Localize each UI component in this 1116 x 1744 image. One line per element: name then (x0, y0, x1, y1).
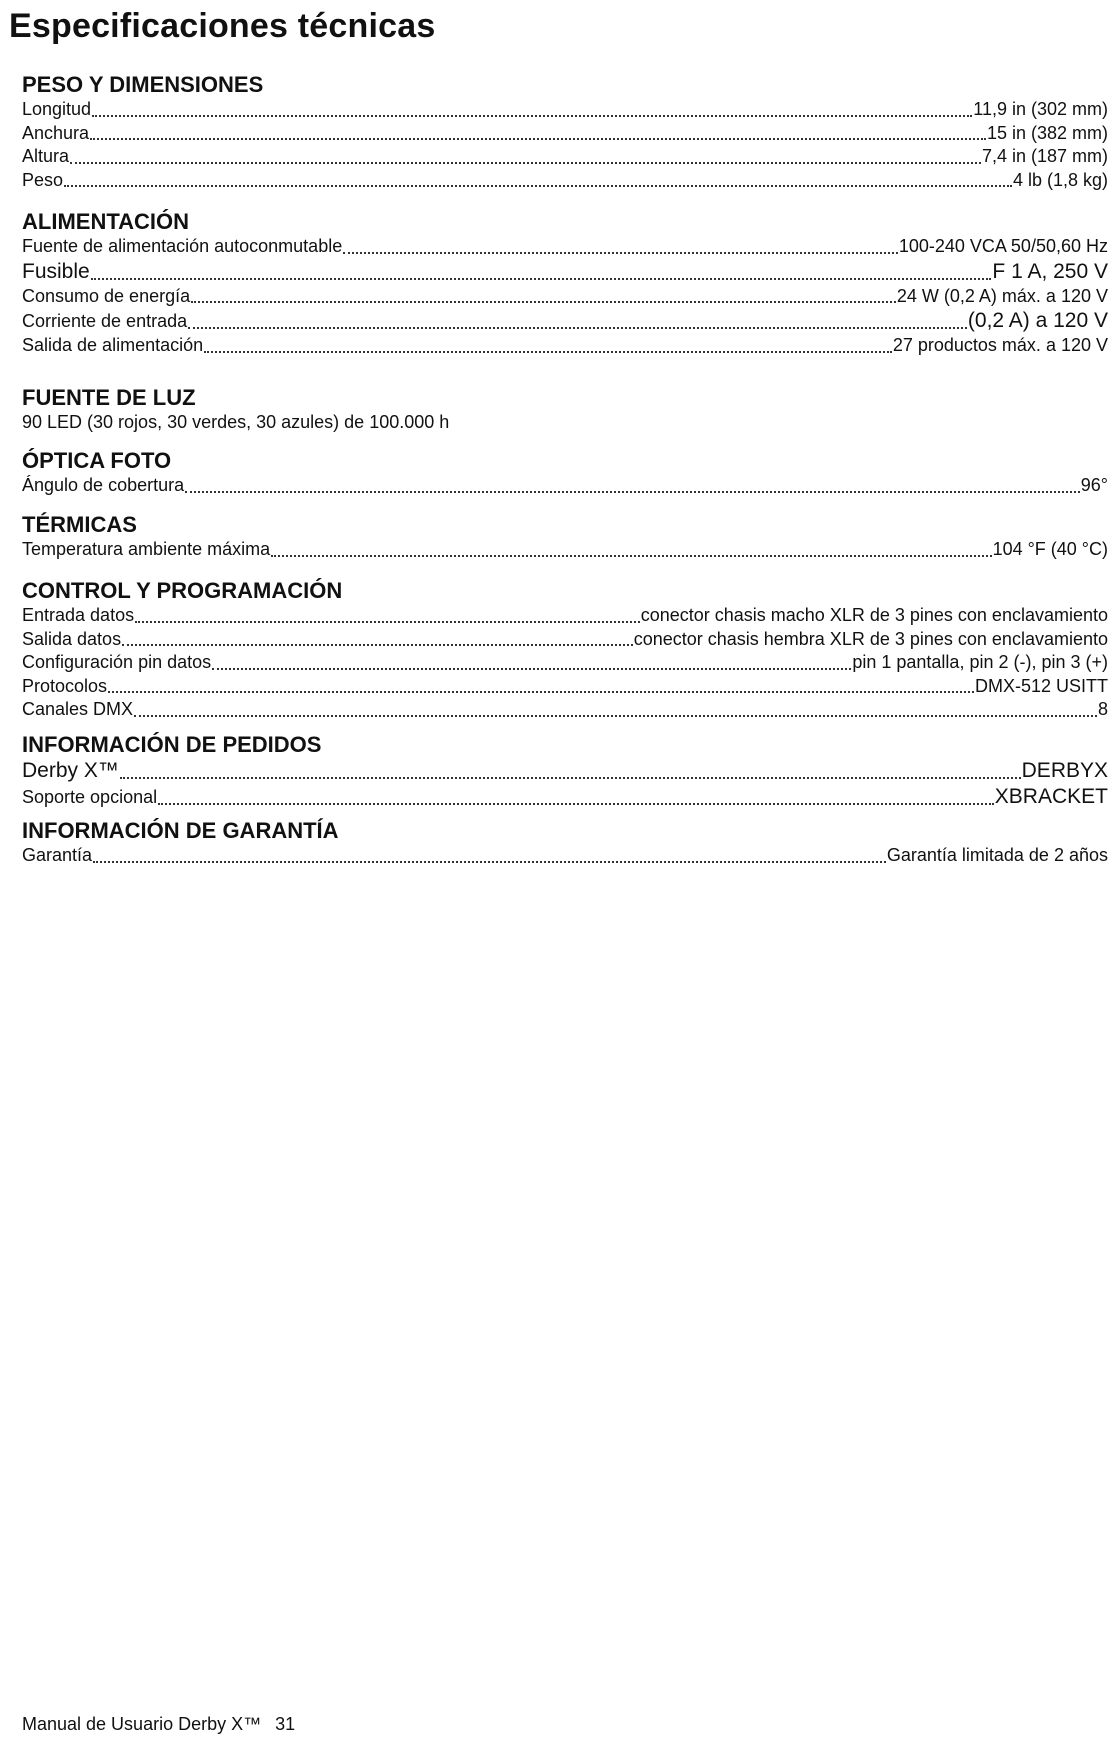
dot-leader (135, 604, 640, 628)
dot-leader (122, 628, 633, 652)
dot-leader (108, 675, 974, 699)
section-heading: INFORMACIÓN DE GARANTÍA (22, 818, 339, 843)
dot-leader (212, 651, 851, 675)
spec-row-dmx-channels (22, 698, 1108, 722)
section-thermal (22, 512, 1108, 562)
spec-value: 27 productos máx. a 120 V (892, 335, 1108, 355)
spec-value: DMX-512 USITT (974, 675, 1108, 696)
spec-label: Soporte opcional (22, 787, 158, 807)
spec-label: Longitud (22, 99, 92, 119)
section-ordering-info (22, 732, 1108, 810)
section-heading: FUENTE DE LUZ (22, 385, 196, 410)
spec-label: Salida datos (22, 628, 122, 649)
spec-label: Protocolos (22, 675, 108, 696)
spec-label: Canales DMX (22, 699, 134, 719)
section-heading: PESO Y DIMENSIONES (22, 72, 264, 97)
spec-label: Altura (22, 146, 70, 166)
dot-leader (185, 474, 1080, 498)
spec-row-weight (22, 169, 1108, 193)
spec-value: 104 °F (40 °C) (992, 539, 1108, 559)
spec-label: Garantía (22, 845, 93, 865)
dot-leader (92, 98, 972, 122)
dot-leader (191, 285, 896, 309)
spec-row-data-input (22, 604, 1108, 628)
dot-leader (271, 538, 991, 562)
spec-label: Corriente de entrada (22, 311, 188, 331)
spec-value: 15 in (382 mm) (986, 122, 1108, 143)
spec-value: conector chasis hembra XLR de 3 pines con enclavamiento (633, 628, 1108, 649)
dot-leader (91, 259, 992, 285)
section-control-programming (22, 578, 1108, 722)
section-heading: INFORMACIÓN DE PEDIDOS (22, 732, 322, 757)
spec-label: Fusible (22, 259, 90, 283)
section-heading: TÉRMICAS (22, 512, 137, 537)
spec-value: 96° (1080, 475, 1108, 495)
dot-leader (70, 145, 981, 169)
spec-value: 7,4 in (187 mm) (981, 146, 1108, 166)
spec-label: Consumo de energía (22, 285, 191, 306)
page-number: 31 (275, 1714, 296, 1734)
spec-label: Peso (22, 169, 64, 190)
section-weight-dimensions (22, 72, 1108, 190)
spec-value: 4 lb (1,8 kg) (1012, 169, 1108, 190)
section-photometric (22, 448, 1108, 498)
spec-label: Salida de alimentación (22, 335, 204, 355)
section-heading: ÓPTICA FOTO (22, 448, 172, 473)
spec-label: Entrada datos (22, 605, 135, 625)
section-heading: ALIMENTACIÓN (22, 209, 190, 234)
spec-value: 100-240 VCA 50/50,60 Hz (898, 236, 1108, 256)
dot-leader (90, 122, 986, 146)
spec-value: 8 (1097, 699, 1108, 719)
dot-leader (158, 784, 994, 810)
dot-leader (134, 698, 1097, 722)
spec-row-beam-angle (22, 474, 1108, 498)
spec-label: Configuración pin datos (22, 652, 212, 672)
spec-value: XBRACKET (994, 785, 1108, 808)
dot-leader (120, 758, 1021, 784)
dot-leader (188, 308, 967, 334)
page-footer (22, 1713, 295, 1735)
dot-leader (93, 844, 886, 868)
spec-row-max-ambient-temp (22, 538, 1108, 562)
spec-label: Fuente de alimentación autoconmutable (22, 236, 343, 256)
section-light-source (22, 385, 1108, 435)
spec-row-optional-bracket (22, 784, 1108, 810)
spec-list (22, 72, 1108, 868)
spec-row-data-output (22, 628, 1108, 652)
section-heading: CONTROL Y PROGRAMACIÓN (22, 578, 343, 603)
spec-value: conector chasis macho XLR de 3 pines con enclavamiento (640, 605, 1108, 625)
spec-row-fuse (22, 259, 1108, 285)
spec-value: (0,2 A) a 120 V (967, 309, 1108, 332)
section-power (22, 209, 1108, 359)
spec-row-input-current (22, 308, 1108, 334)
spec-label: Anchura (22, 122, 90, 143)
spec-row-data-pin-config (22, 651, 1108, 675)
spec-value: 24 W (0,2 A) máx. a 120 V (896, 285, 1108, 306)
spec-row-warranty (22, 844, 1108, 868)
spec-value: Garantía limitada de 2 años (886, 845, 1108, 865)
spec-value: 11,9 in (302 mm) (973, 99, 1108, 119)
spec-value: DERBYX (1021, 759, 1108, 782)
spec-label: Ángulo de cobertura (22, 475, 185, 495)
spec-row-power-supply (22, 235, 1108, 259)
footer-manual-title: Manual de Usuario Derby X™ (22, 1714, 262, 1734)
spec-row-power-consumption (22, 285, 1108, 309)
dot-leader (343, 235, 898, 259)
spec-row-width (22, 122, 1108, 146)
dot-leader (204, 334, 892, 358)
section-warranty-info (22, 818, 1108, 868)
spec-row-height (22, 145, 1108, 169)
spec-row-power-output (22, 334, 1108, 358)
spec-value: F 1 A, 250 V (992, 259, 1108, 283)
spec-row-length (22, 98, 1108, 122)
page-title: Especificaciones técnicas (9, 7, 436, 45)
spec-label: Derby X™ (22, 759, 119, 782)
spec-value: pin 1 pantalla, pin 2 (-), pin 3 (+) (852, 652, 1108, 672)
light-source-text: 90 LED (30 rojos, 30 verdes, 30 azules) de 100.000 h (22, 412, 450, 432)
spec-row-protocols (22, 675, 1108, 699)
spec-row-derby-x (22, 758, 1108, 784)
spec-label: Temperatura ambiente máxima (22, 539, 271, 559)
dot-leader (64, 169, 1012, 193)
